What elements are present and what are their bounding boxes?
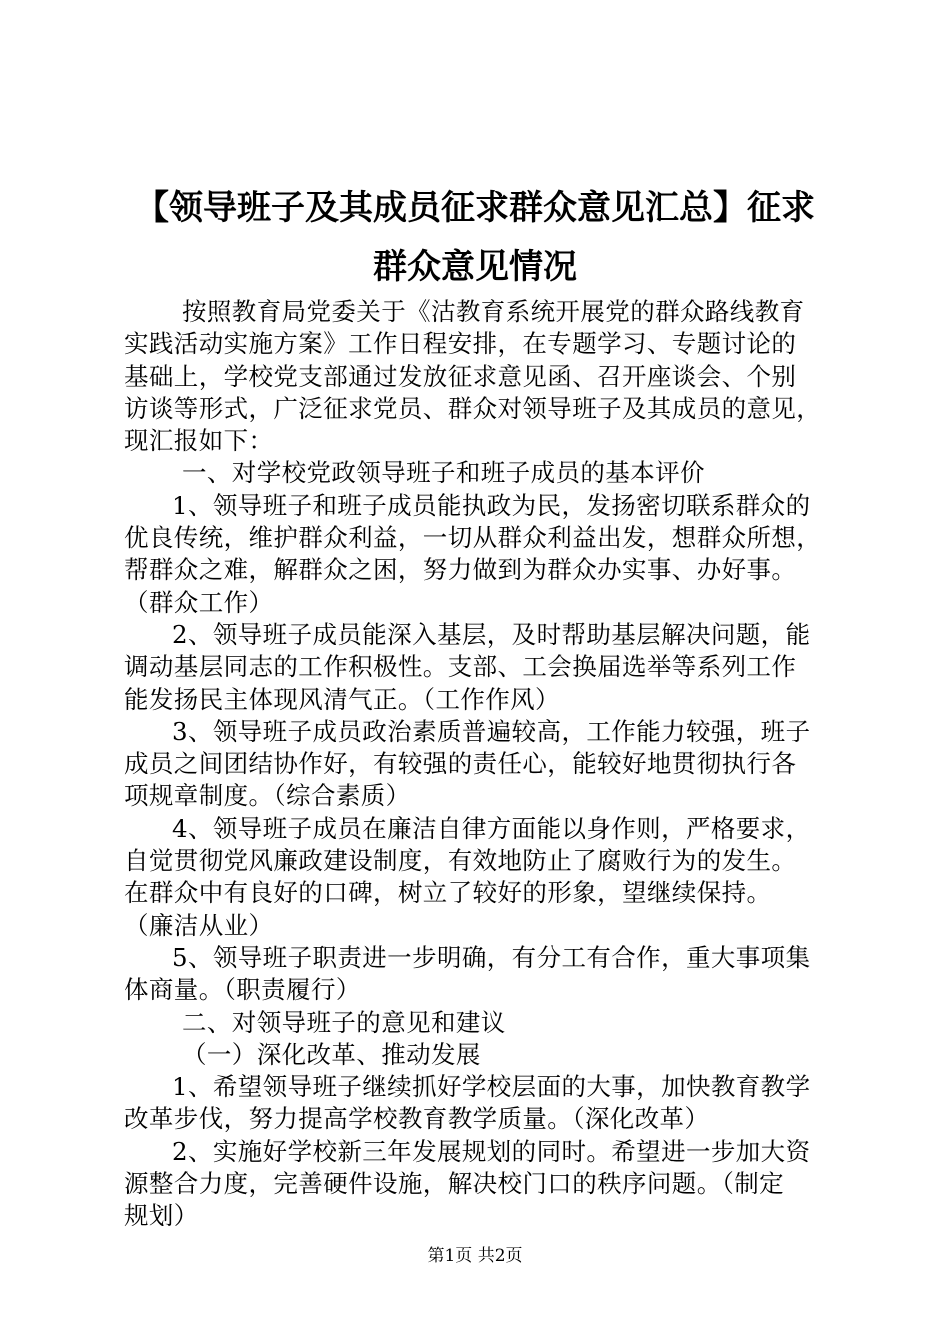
paragraph-line: （群众工作）: [124, 587, 274, 617]
paragraph-line: 规划）: [124, 1201, 199, 1231]
paragraph-line: 按照教育局党委关于《沽教育系统开展党的群众路线教育: [182, 297, 805, 326]
paragraph-line: 基础上，学校党支部通过发放征求意见函、召开座谈会、个别: [124, 361, 797, 391]
paragraph-line: 4、领导班子成员在廉洁自律方面能以身作则，严格要求，: [172, 813, 811, 843]
paragraph-line: 成员之间团结协作好，有较强的责任心，能较好地贯彻执行各: [124, 749, 797, 779]
section-heading: 一、对学校党政领导班子和班子成员的基本评价: [182, 458, 705, 488]
paragraph-line: 能发扬民主体现风清气正。（工作作风）: [124, 684, 560, 714]
paragraph-line: 5、领导班子职责进一步明确，有分工有合作，重大事项集: [172, 942, 811, 972]
paragraph-line: 体商量。（职责履行）: [124, 975, 361, 1005]
paragraph-line: 1、领导班子和班子成员能执政为民，发扬密切联系群众的: [172, 490, 811, 520]
paragraph-line: 源整合力度，完善硬件设施，解决校门口的秩序问题。（制定: [124, 1169, 785, 1199]
subsection-heading: （一）深化改革、推动发展: [182, 1039, 481, 1069]
paragraph-line: 帮群众之难，解群众之困，努力做到为群众办实事、办好事。: [124, 555, 797, 585]
paragraph-line: 在群众中有良好的口碑，树立了较好的形象，望继续保持。: [124, 878, 772, 908]
paragraph-line: 自觉贯彻党风廉政建设制度，有效地防止了腐败行为的发生。: [124, 846, 797, 876]
document-body: [124, 296, 836, 1233]
document-title-line-2: 群众意见情况: [373, 247, 577, 287]
document-title-line-1: 【领导班子及其成员征求群众意见汇总】征求: [135, 188, 815, 228]
page-footer: 第1页 共2页: [427, 1246, 523, 1266]
paragraph-line: 1、希望领导班子继续抓好学校层面的大事，加快教育教学: [172, 1072, 811, 1102]
paragraph-line: 调动基层同志的工作积极性。支部、工会换届选举等系列工作: [124, 652, 797, 682]
paragraph-line: 2、领导班子成员能深入基层，及时帮助基层解决问题，能: [172, 619, 811, 649]
paragraph-line: 2、实施好学校新三年发展规划的同时。希望进一步加大资: [172, 1136, 811, 1166]
section-heading: 二、对领导班子的意见和建议: [182, 1007, 506, 1037]
paragraph-line: 实践活动实施方案》工作日程安排，在专题学习、专题讨论的: [124, 329, 797, 359]
paragraph-line: 现汇报如下：: [124, 426, 274, 456]
paragraph-line: （廉洁从业）: [124, 910, 274, 940]
paragraph-line: 访谈等形式，广泛征求党员、群众对领导班子及其成员的意见，: [124, 393, 822, 423]
paragraph-line: 优良传统，维护群众利益，一切从群众利益出发，想群众所想，: [124, 523, 822, 553]
paragraph-line: 项规章制度。（综合素质）: [124, 781, 411, 811]
paragraph-line: 改革步伐，努力提高学校教育教学质量。（深化改革）: [124, 1104, 710, 1134]
paragraph-line: 3、领导班子成员政治素质普遍较高，工作能力较强，班子: [172, 716, 811, 746]
